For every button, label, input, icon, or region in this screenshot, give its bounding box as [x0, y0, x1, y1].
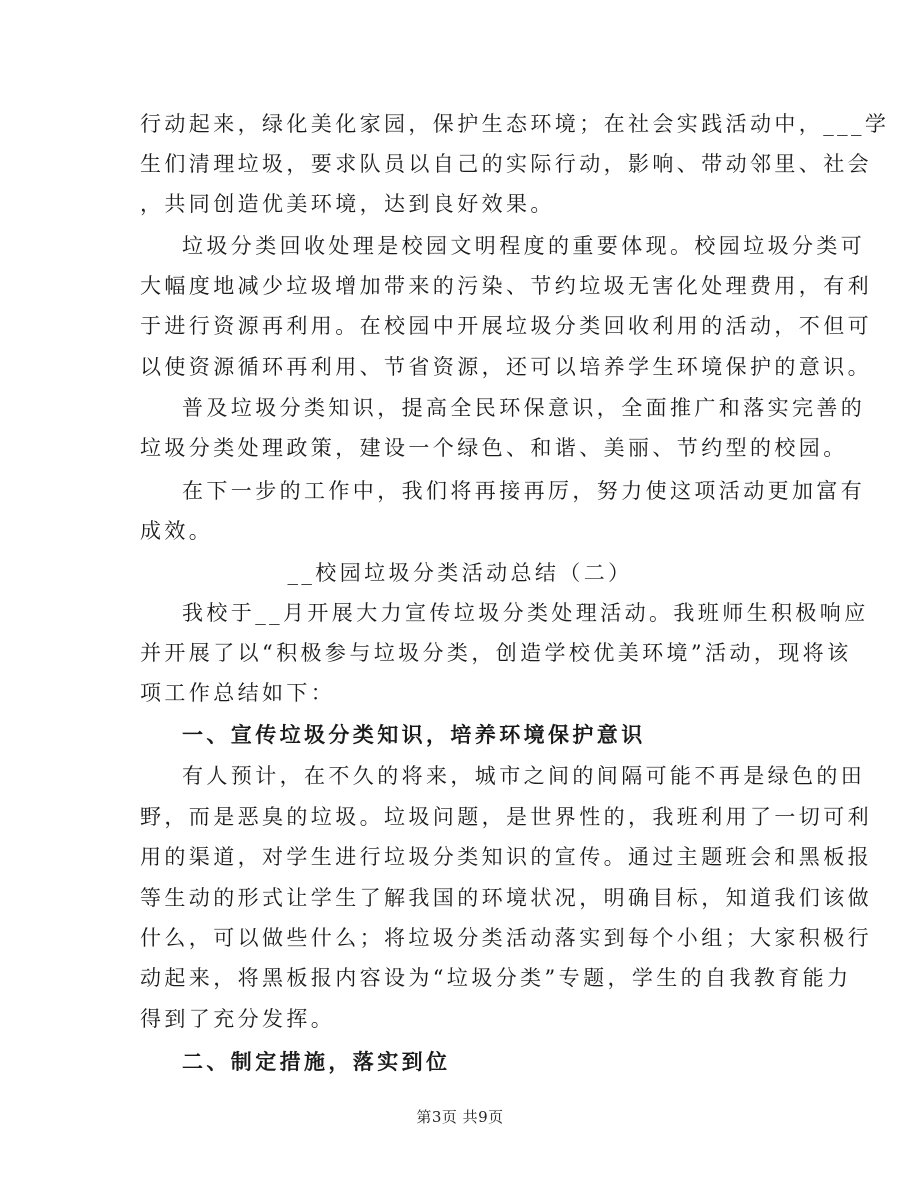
body-text-line: 并开展了以“积极参与垃圾分类，创造学校优美环境”活动，现将该	[140, 641, 852, 665]
body-text-line: ，共同创造优美环境，达到良好效果。	[140, 192, 555, 216]
body-text-line: 生们清理垃圾，要求队员以自己的实际行动，影响、带动邻里、社会	[140, 152, 872, 176]
body-text-line: 普及垃圾分类知识，提高全民环保意识，全面推广和落实完善的	[182, 396, 866, 420]
body-text-line: 项工作总结如下：	[140, 681, 336, 705]
body-text-line: 以使资源循环再利用、节省资源，还可以培养学生环境保护的意识。	[140, 355, 872, 379]
page-footer: 第3页 共9页	[416, 1108, 504, 1126]
body-text-line: 行动起来，绿化美化家园，保护生态环境；在社会实践活动中，___学	[140, 112, 890, 136]
body-text-line: 大幅度地减少垃圾增加带来的污染、节约垃圾无害化处理费用，有利	[140, 274, 872, 298]
body-text-line: 什么，可以做些什么；将垃圾分类活动落实到每个小组；大家积极行	[140, 926, 872, 950]
body-text-line: 动起来，将黑板报内容设为“垃圾分类”专题，学生的自我教育能力	[140, 966, 852, 990]
section-title: __校园垃圾分类活动总结（二）	[287, 561, 633, 585]
body-text-line: 成效。	[140, 519, 214, 543]
body-text-line: 在下一步的工作中，我们将再接再厉，努力使这项活动更加富有	[182, 479, 866, 503]
body-text-line: 有人预计，在不久的将来，城市之间的间隔可能不再是绿色的田	[182, 764, 866, 788]
body-text-line: 等生动的形式让学生了解我国的环境状况，明确目标，知道我们该做	[140, 886, 872, 910]
body-text-line: 于进行资源再利用。在校园中开展垃圾分类回收利用的活动，不但可	[140, 314, 872, 338]
body-text-line: 用的渠道，对学生进行垃圾分类知识的宣传。通过主题班会和黑板报	[140, 845, 872, 869]
subheading-2: 二、制定措施，落实到位	[182, 1049, 451, 1074]
body-text-line: 得到了充分发挥。	[140, 1007, 336, 1031]
body-text-line: 垃圾分类回收处理是校园文明程度的重要体现。校园垃圾分类可	[182, 234, 866, 258]
body-text-line: 野，而是恶臭的垃圾。垃圾问题，是世界性的，我班利用了一切可利	[140, 805, 872, 829]
body-text-line: 我校于__月开展大力宣传垃圾分类处理活动。我班师生积极响应	[182, 601, 869, 625]
subheading-1: 一、宣传垃圾分类知识，培养环境保护意识	[182, 722, 646, 747]
body-text-line: 垃圾分类处理政策，建设一个绿色、和谐、美丽、节约型的校园。	[140, 436, 848, 460]
